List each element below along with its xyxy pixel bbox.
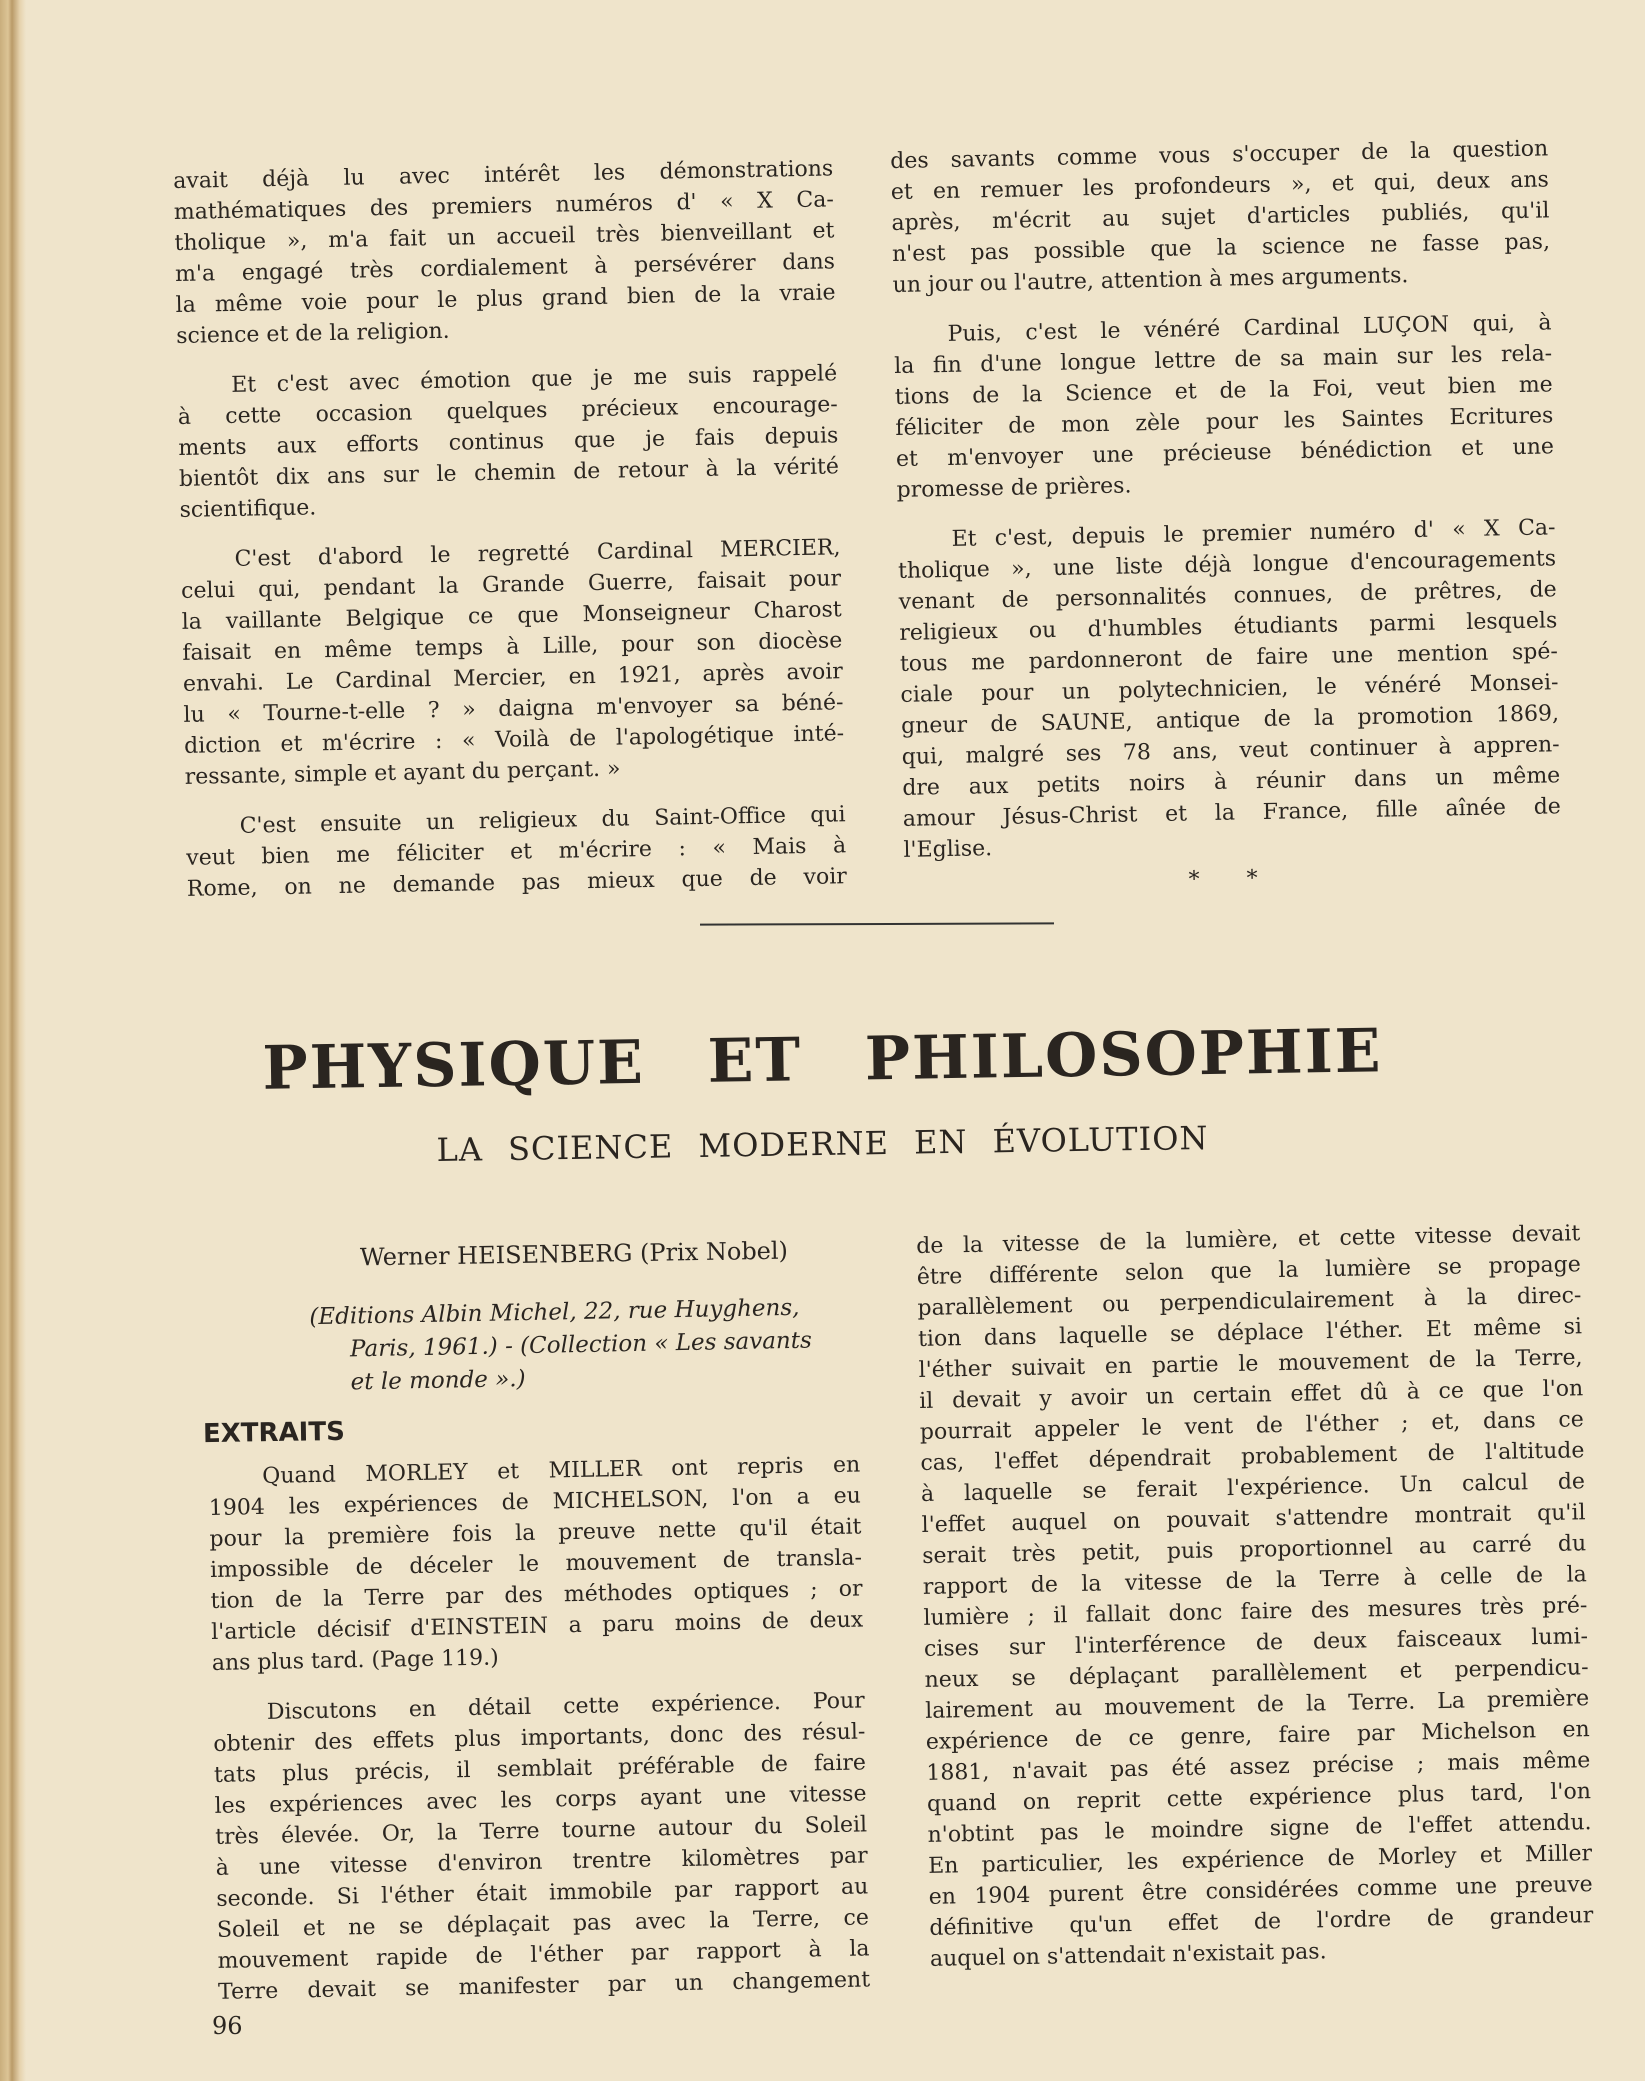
text-line: parallèlement ou perpendiculairement à la direc- <box>917 1283 1582 1321</box>
text-line: quand on reprit cette expérience plus tard, l'on <box>926 1779 1592 1817</box>
paragraph <box>213 1685 871 2007</box>
paragraph <box>173 153 836 352</box>
text-line: tats plus précis, il semblait préférable de faire <box>213 1750 867 1788</box>
text-line: science et de la religion. <box>176 318 450 349</box>
page-number: 96 <box>212 2012 243 2040</box>
edition-info <box>309 1291 851 1400</box>
text-line: et en remuer les profondeurs », et qui, deux ans <box>890 167 1550 205</box>
text-line: féliciter de mon zèle pour les Saintes Ecritures <box>895 403 1554 441</box>
text-line: ressante, simple et ayant du perçant. » <box>184 756 621 790</box>
text-line: expérience de ce genre, faire par Michelson en <box>925 1717 1590 1755</box>
text-line: la même voie pour le plus grand bien de la vraie <box>175 280 836 318</box>
text-line: En particulier, les expérience de Morley et Miller <box>927 1841 1593 1879</box>
text-line: pourrait appeler le vent de l'éther ; et, dans ce <box>919 1407 1584 1445</box>
text-line: mouvement rapide de l'éther par rapport à la <box>217 1936 870 1974</box>
text-line: Terre devait se manifester par un changement <box>217 1967 871 2005</box>
text-line: après, m'écrit au sujet d'articles publiés, qu'il <box>891 198 1550 236</box>
text-line: très élevée. Or, la Terre tourne autour du Soleil <box>214 1812 868 1850</box>
text-line: en 1904 purent être considérées comme une preuve <box>928 1872 1593 1910</box>
edition-line: Paris, 1961.) - (Collection « Les savants <box>349 1327 812 1363</box>
paragraph <box>897 512 1561 866</box>
text-line: et m'envoyer une précieuse bénédiction et une <box>895 434 1555 472</box>
text-line: définitive qu'un effet de l'ordre de grandeur <box>929 1903 1594 1941</box>
text-line: gneur de SAUNE, antique de la promotion 1869, <box>900 701 1560 739</box>
text-line: de la vitesse de la lumière, et cette vitesse devait <box>916 1221 1581 1259</box>
text-line: 1904 les expériences de MICHELSON, l'on a eu <box>208 1483 862 1521</box>
column-top-left <box>173 153 847 905</box>
text-line: n'obtint pas le moindre signe de l'effet attendu. <box>927 1810 1592 1848</box>
text-line: un jour ou l'autre, attention à mes arguments. <box>892 263 1409 298</box>
paragraph <box>185 799 847 905</box>
text-line: la fin d'une longue lettre de sa main sur les rela- <box>893 341 1553 379</box>
text-line: l'éther suivait en partie le mouvement de la Terre, <box>918 1345 1583 1383</box>
column-top-right <box>890 133 1562 900</box>
text-line: pour la première fois la preuve nette qu'il était <box>209 1514 862 1552</box>
text-line: ciale pour un polytechnicien, le vénéré Monsei- <box>900 670 1559 708</box>
text-line: diction et m'écrire : « Voilà de l'apologétique inté- <box>183 721 845 759</box>
text-line: Rome, on ne demande pas mieux que de voir <box>186 864 848 902</box>
text-line: Et c'est, depuis le premier numéro d' « X Ca- <box>951 515 1556 552</box>
text-line: les expériences avec les corps ayant une vitesse <box>214 1781 867 1819</box>
text-line: amour Jésus-Christ et la France, fille aînée de <box>902 794 1562 832</box>
text-line: Et c'est avec émotion que je me suis rappelé <box>230 361 838 398</box>
article-author: Werner HEISENBERG (Prix Nobel) <box>359 1236 789 1272</box>
edition-line: et le monde ».) <box>350 1366 526 1396</box>
text-line: tions de la Science et de la Foi, veut bien me <box>894 372 1553 410</box>
text-line: à cette occasion quelques précieux encourage- <box>177 392 838 430</box>
column-bottom-left <box>208 1449 870 2007</box>
text-line: serait très petit, puis proportionnel au carré du <box>922 1531 1587 1569</box>
text-line: la vaillante Belgique ce que Monseigneur Charost <box>181 597 842 635</box>
text-line: C'est ensuite un religieux du Saint-Office qui <box>239 802 846 839</box>
text-line: l'effet auquel on pouvait s'attendre montrait qu'il <box>921 1500 1586 1538</box>
text-line: lumière ; il fallait donc faire des mesures très pré- <box>923 1593 1588 1631</box>
text-line: auquel on s'attendait n'existait pas. <box>929 1939 1327 1972</box>
edition-line: (Editions Albin Michel, 22, rue Huyghens, <box>309 1294 800 1331</box>
text-line: tion dans laquelle se déplace l'éther. Et même si <box>917 1314 1583 1352</box>
text-line: celui qui, pendant la Grande Guerre, faisait pour <box>180 566 842 604</box>
text-line: faisait en même temps à Lille, pour son diocèse <box>182 628 843 666</box>
text-line: n'est pas possible que la science ne fasse pas, <box>891 229 1551 267</box>
text-line: dre aux petits noirs à réunir dans un même <box>902 763 1561 801</box>
text-line: religieux ou d'humbles étudiants parmi lesquels <box>899 608 1558 646</box>
text-line: lu « Tourne-t-elle ? » daigna m'envoyer sa béné- <box>183 690 844 728</box>
text-line: rapport de la vitesse de la Terre à celle de la <box>922 1562 1587 1600</box>
article-title: PHYSIQUE ET PHILOSOPHIE <box>261 1016 1383 1104</box>
text-line: Soleil et ne se déplaçait pas avec la Terre, ce <box>216 1905 870 1943</box>
text-line: l'Eglise. <box>903 836 993 863</box>
text-line: qui, malgré ses 78 ans, veut continuer à appren- <box>901 732 1560 770</box>
text-line: tholique », une liste déjà longue d'encouragements <box>897 546 1557 584</box>
paragraph <box>893 307 1554 506</box>
ornament-asterisks: * * <box>1188 865 1278 893</box>
text-line: promesse de prières. <box>896 473 1132 503</box>
section-heading: EXTRAITS <box>202 1416 346 1450</box>
text-line: tous me pardonneront de faire une mention spé- <box>899 639 1559 677</box>
text-line: à laquelle se ferait l'expérience. Un calcul de <box>920 1469 1586 1507</box>
text-line: impossible de déceler le mouvement de transla- <box>209 1545 863 1583</box>
text-line: bientôt dix ans sur le chemin de retour à la vérité <box>178 454 840 492</box>
text-line: envahi. Le Cardinal Mercier, en 1921, après avoir <box>182 659 844 697</box>
text-line: seconde. Si l'éther était immobile par rapport au <box>216 1874 869 1912</box>
text-line: m'a engagé très cordialement à persévérer dans <box>174 249 836 287</box>
text-line: veut bien me féliciter et m'écrire : « Mais à <box>186 833 847 871</box>
article-subtitle: LA SCIENCE MODERNE EN ÉVOLUTION <box>436 1118 1209 1170</box>
text-line: cises sur l'interférence de deux faisceaux lumi- <box>923 1624 1589 1662</box>
text-line: neux se déplaçant parallèlement et perpendicu- <box>924 1655 1589 1693</box>
paragraph <box>180 532 845 793</box>
text-line: obtenir des effets plus importants, donc des résul- <box>213 1719 866 1757</box>
text-line: avait déjà lu avec intérêt les démonstrations <box>173 156 834 194</box>
paragraph <box>208 1449 864 1678</box>
text-line: il devait y avoir un certain effet dû à ce que l'on <box>919 1376 1584 1414</box>
text-line: ans plus tard. (Page 119.) <box>211 1645 499 1676</box>
paragraph <box>916 1218 1594 1975</box>
text-line: 1881, n'avait pas été assez précise ; mais même <box>926 1748 1591 1786</box>
text-line: mathématiques des premiers numéros d' « X Ca- <box>173 187 835 225</box>
text-line: des savants comme vous s'occuper de la question <box>890 136 1549 174</box>
text-line: Discutons en détail cette expérience. Pour <box>266 1688 865 1725</box>
text-line: cas, l'effet dépendrait probablement de l'altitude <box>920 1438 1585 1476</box>
text-line: à une vitesse d'environ trentre kilomètres par <box>215 1843 868 1881</box>
text-line: Puis, c'est le vénéré Cardinal LUÇON qui, à <box>947 310 1552 347</box>
text-line: venant de personnalités connues, de prêtres, de <box>898 577 1557 615</box>
text-line: scientifique. <box>179 495 317 523</box>
text-line: être différente selon que la lumière se propage <box>916 1252 1582 1290</box>
text-line: ments aux efforts continus que je fais depuis <box>178 423 839 461</box>
text-line: tholique », m'a fait un accueil très bienveillant et <box>174 218 835 256</box>
text-line: lairement au mouvement de la Terre. La première <box>924 1686 1590 1724</box>
text-line: C'est d'abord le regretté Cardinal MERCIER, <box>234 535 841 572</box>
paragraph <box>890 133 1551 301</box>
text-line: l'article décisif d'EINSTEIN a paru moins de deux <box>211 1607 864 1645</box>
text-line: Quand MORLEY et MILLER ont repris en <box>262 1452 861 1489</box>
paragraph <box>177 358 840 526</box>
text-line: tion de la Terre par des méthodes optiques ; or <box>210 1576 863 1614</box>
column-bottom-right <box>916 1218 1594 1975</box>
section-divider <box>700 922 1054 925</box>
